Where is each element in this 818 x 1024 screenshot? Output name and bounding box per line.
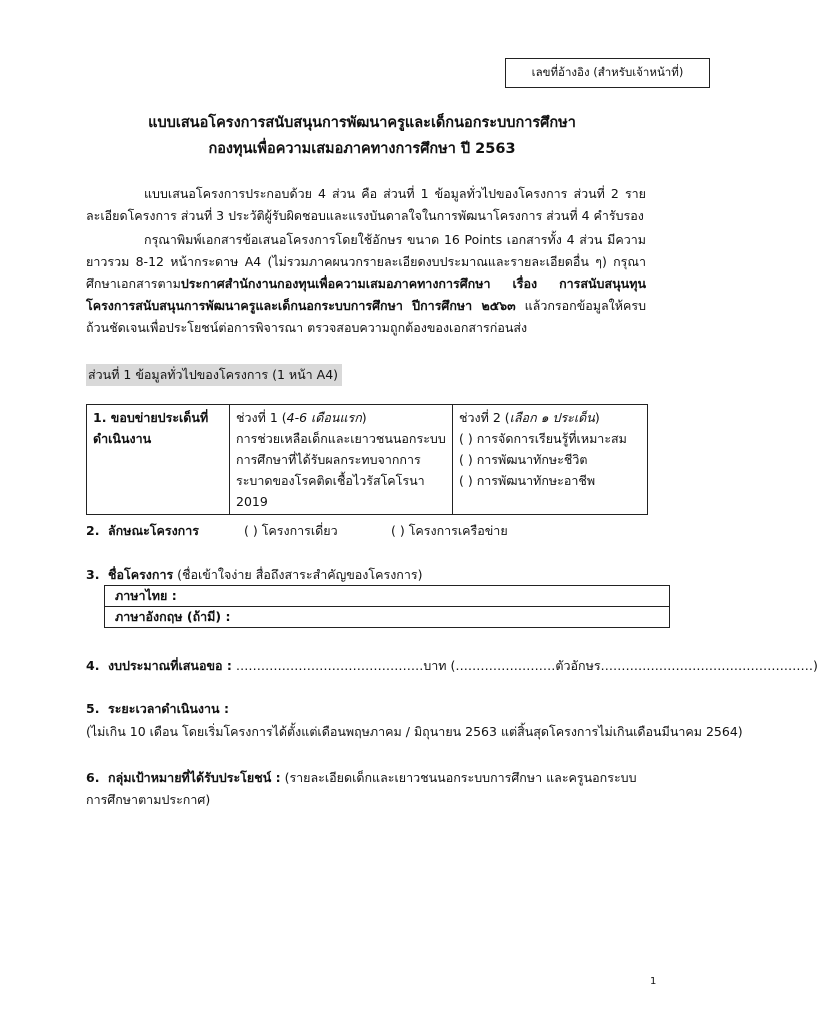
document-title-line2: กองทุนเพื่อความเสมอภาคทางการศึกษา ปี 2563 — [208, 141, 516, 157]
project-name-english-field[interactable]: ภาษาอังกฤษ (ถ้ามี) : — [105, 607, 670, 628]
budget-label: งบประมาณที่เสนอขอ : — [108, 658, 232, 673]
project-type-single-option[interactable]: ( ) โครงการเดี่ยว — [244, 523, 338, 538]
project-type-label: ลักษณะโครงการ — [108, 523, 199, 538]
budget-fill-line[interactable]: ………………………………………บาท (……………………ตัวอักษร……………………………………………) — [231, 658, 818, 673]
project-name-row: 3. ชื่อโครงการ (ชื่อเข้าใจง่าย สื่อถึงสาระสำคัญของโครงการ) — [86, 567, 423, 582]
target-group-row: 6. กลุ่มเป้าหมายที่ได้รับประโยชน์ : (รายละเอียดเด็กและเยาวชนนอกระบบการศึกษา และครูนอกระบบการศึกษาตามประกาศ) — [86, 770, 637, 807]
budget-row: 4. งบประมาณที่เสนอขอ : ………………………………………บาท (……………………ตัวอักษร……………………………………………) — [86, 658, 818, 673]
phase2-option-career-skills[interactable]: ( ) การพัฒนาทักษะอาชีพ — [459, 473, 596, 488]
intro-p2-bold-announcement: ประกาศสำนักงานกองทุนเพื่อความเสมอภาคทางการศึกษา เรื่อง การสนับสนุนทุนโครงการสนับสนุนการพัฒนาครูและเด็กนอกระบบการศึกษา ปีการศึกษา ๒๕๖๓ — [86, 276, 646, 313]
project-name-label: ชื่อโครงการ — [108, 567, 174, 582]
scope-label: 1. ขอบข่ายประเด็นที่ดำเนินงาน — [87, 405, 230, 515]
page-number: 1 — [650, 976, 657, 987]
phase2-heading: ช่วงที่ 2 (เลือก ๑ ประเด็น) — [459, 410, 600, 425]
duration-note: (ไม่เกิน 10 เดือน โดยเริ่มโครงการได้ตั้งแต่เดือนพฤษภาคม / มิถุนายน 2563 แต่สิ้นสุดโครงการไม่เกินเดือนมีนาคม 2564) — [86, 724, 743, 739]
phase1-heading: ช่วงที่ 1 (4-6 เดือนแรก) — [236, 410, 367, 425]
project-name-thai-field[interactable]: ภาษาไทย : — [105, 586, 670, 607]
intro-paragraph-1: แบบเสนอโครงการประกอบด้วย 4 ส่วน คือ ส่วนที่ 1 ข้อมูลทั่วไปของโครงการ ส่วนที่ 2 รายละเอียดโครงการ ส่วนที่ 3 ประวัติผู้รับผิดชอบและแรงบันดาลใจในการพัฒนาโครงการ ส่วนที่ 4 คำรับรอง — [86, 186, 646, 223]
reference-number-box — [505, 58, 710, 88]
phase2-cell — [453, 405, 648, 515]
section1-title: ส่วนที่ 1 ข้อมูลทั่วไปของโครงการ (1 หน้า A4) — [86, 364, 342, 386]
project-name-table — [104, 585, 670, 628]
intro-paragraph-2 — [86, 229, 646, 339]
reference-number-label: เลขที่อ้างอิง (สำหรับเจ้าหน้าที่) — [531, 65, 684, 79]
project-type-network-option[interactable]: ( ) โครงการเครือข่าย — [391, 523, 508, 538]
intro-p2-text-end: แล้วกรอกข้อมูลให้ครบถ้วนชัดเจนเพื่อประโยชน์ต่อการพิจารณา ตรวจสอบความถูกต้องของเอกสารก่อนส่ง — [86, 298, 647, 335]
phase1-cell — [230, 405, 453, 515]
target-group-note: (รายละเอียดเด็กและเยาวชนนอกระบบการศึกษา และครูนอกระบบการศึกษาตามประกาศ) — [86, 770, 637, 807]
project-name-hint: (ชื่อเข้าใจง่าย สื่อถึงสาระสำคัญของโครงการ) — [173, 567, 423, 582]
target-group-label: กลุ่มเป้าหมายที่ได้รับประโยชน์ : — [108, 770, 281, 785]
intro-p2-text: กรุณาพิมพ์เอกสารข้อเสนอโครงการโดยใช้อักษร ขนาด 16 Points เอกสารทั้ง 4 ส่วน มีความยาวรวม 8-12 หน้ากระดาษ A4 (ไม่รวมภาคผนวกรายละเอียดงบประมาณและรายละเอียดอื่น ๆ) กรุณาศึกษาเอกสารตาม — [86, 232, 646, 291]
scope-table — [86, 404, 648, 515]
phase2-option-life-skills[interactable]: ( ) การพัฒนาทักษะชีวิต — [459, 452, 588, 467]
project-type-row: 2. ลักษณะโครงการ ( ) โครงการเดี่ยว ( ) โครงการเครือข่าย — [86, 521, 199, 541]
duration-row: 5. ระยะเวลาดำเนินงาน : — [86, 701, 229, 716]
phase2-option-learning[interactable]: ( ) การจัดการเรียนรู้ที่เหมาะสม — [459, 431, 627, 446]
document-title-line1: แบบเสนอโครงการสนับสนุนการพัฒนาครูและเด็กนอกระบบการศึกษา — [148, 115, 576, 131]
phase1-body: การช่วยเหลือเด็กและเยาวชนนอกระบบการศึกษาที่ได้รับผลกระทบจากการระบาดของโรคติดเชื้อไวรัสโคโรนา 2019 — [236, 431, 446, 509]
duration-label: ระยะเวลาดำเนินงาน : — [108, 701, 229, 716]
